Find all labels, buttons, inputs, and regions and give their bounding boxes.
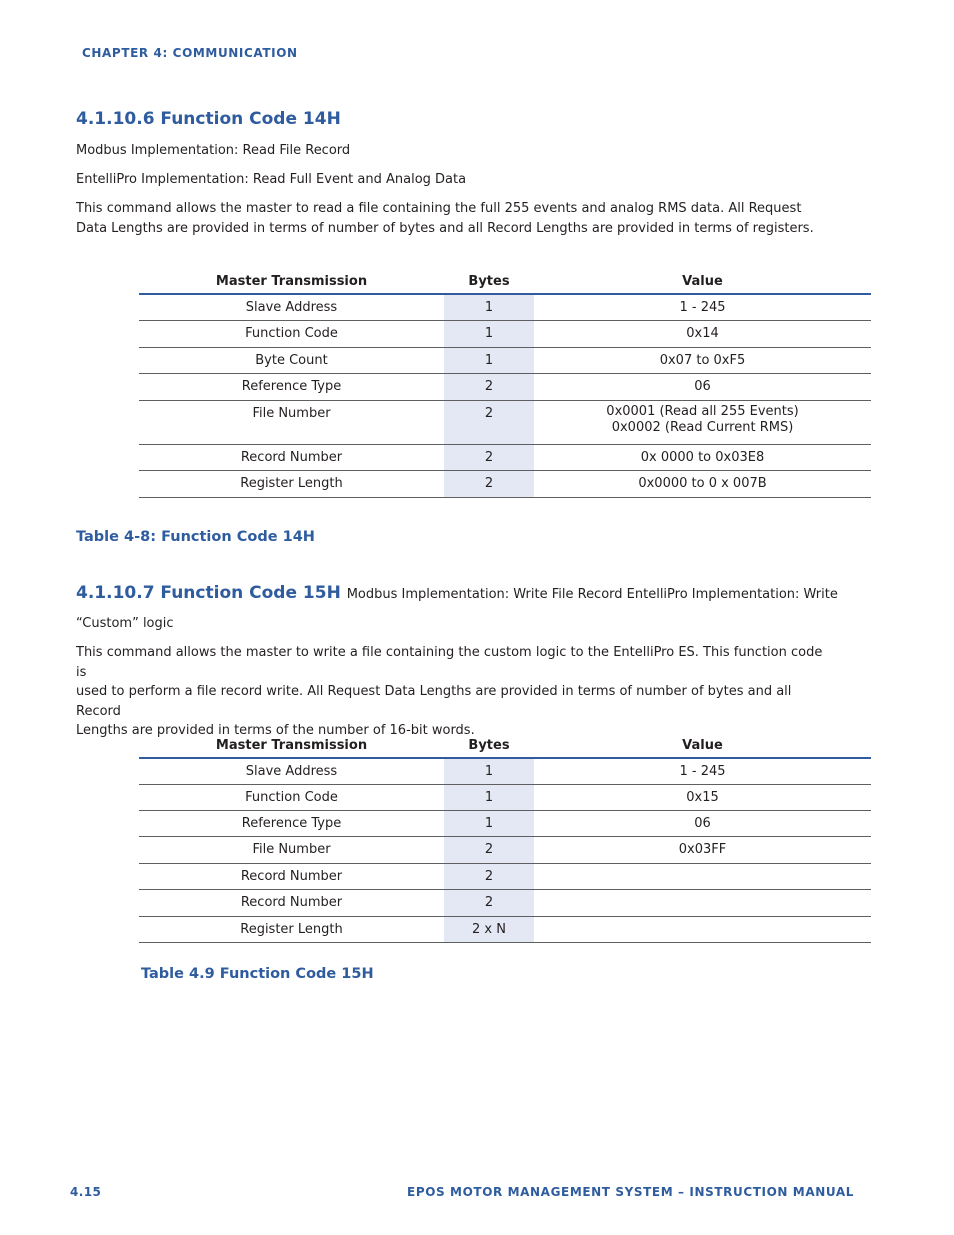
table-row: [139, 810, 871, 836]
cell-bytes: 1: [444, 294, 534, 320]
column-header-value: Value: [534, 733, 871, 758]
cell-value: 1 - 245: [534, 758, 871, 784]
cell-bytes: 1: [444, 810, 534, 836]
section-heading-text: 4.1.10.7 Function Code 15H: [76, 583, 341, 603]
section-heading-14h: 4.1.10.6 Function Code 14H: [76, 109, 341, 129]
cell-bytes: 2: [444, 400, 534, 444]
cell-name: Byte Count: [139, 347, 444, 373]
cell-value: 0x03FF: [534, 836, 871, 863]
table-row: [139, 400, 871, 444]
table-row: [139, 889, 871, 916]
section-description: [76, 199, 836, 238]
table-row: [139, 444, 871, 470]
column-header-master-transmission: Master Transmission: [139, 733, 444, 758]
table-row: [139, 470, 871, 497]
cell-name: Slave Address: [139, 758, 444, 784]
cell-name: Reference Type: [139, 373, 444, 400]
table-row: [139, 758, 871, 784]
value-line: 0x0002 (Read Current RMS): [611, 419, 794, 435]
cell-name: Reference Type: [139, 810, 444, 836]
table-caption-4-8: Table 4-8: Function Code 14H: [76, 529, 315, 545]
column-header-value: Value: [534, 269, 871, 294]
description-line: Lengths are provided in terms of the number of 16-bit words.: [76, 723, 475, 738]
entellipro-implementation-text: EntelliPro Implementation: Read Full Event and Analog Data: [76, 172, 467, 187]
cell-name: Record Number: [139, 889, 444, 916]
section-inline-implementation-text: Modbus Implementation: Write File Record EntelliPro Implementation: Write: [346, 587, 838, 602]
cell-bytes: 1: [444, 758, 534, 784]
cell-value: 0x14: [534, 320, 871, 347]
description-line: This command allows the master to read a file containing the full 255 events and analog RMS data. All Request: [76, 201, 802, 216]
cell-bytes: 2: [444, 836, 534, 863]
table-row: [139, 916, 871, 942]
table-row: [139, 373, 871, 400]
chapter-header: CHAPTER 4: COMMUNICATION: [82, 46, 298, 60]
column-header-bytes: Bytes: [444, 269, 534, 294]
cell-value: 0x0000 to 0 x 007B: [534, 470, 871, 497]
cell-value: [534, 916, 871, 942]
description-line: This command allows the master to write a file containing the custom logic to the EntelliPro ES. This function code is: [76, 645, 823, 680]
cell-name: File Number: [139, 836, 444, 863]
cell-bytes: 2: [444, 444, 534, 470]
description-line: used to perform a file record write. All Request Data Lengths are provided in terms of number of bytes and all Record: [76, 684, 792, 719]
table-row: [139, 863, 871, 889]
cell-bytes: 2: [444, 889, 534, 916]
value-line: 0x0001 (Read all 255 Events): [606, 403, 799, 419]
cell-bytes: 2: [444, 470, 534, 497]
table-row: [139, 294, 871, 320]
function-code-14h-table: [139, 269, 871, 498]
cell-name: Function Code: [139, 784, 444, 810]
cell-bytes: 1: [444, 784, 534, 810]
cell-bytes: 1: [444, 347, 534, 373]
cell-value: 06: [534, 810, 871, 836]
cell-name: File Number: [139, 400, 444, 444]
cell-name: Record Number: [139, 444, 444, 470]
function-code-15h-table: [139, 733, 871, 943]
custom-logic-text: “Custom” logic: [76, 616, 174, 631]
cell-value: 06: [534, 373, 871, 400]
section-heading-15h: [76, 583, 838, 603]
table-header-row: [139, 269, 871, 294]
table-row: [139, 836, 871, 863]
section-description: [76, 643, 836, 741]
cell-bytes: 2: [444, 373, 534, 400]
cell-value: [534, 889, 871, 916]
cell-value: 1 - 245: [534, 294, 871, 320]
table-row: [139, 320, 871, 347]
cell-value: [534, 400, 871, 444]
cell-value: 0x15: [534, 784, 871, 810]
cell-name: Record Number: [139, 863, 444, 889]
cell-bytes: 1: [444, 320, 534, 347]
manual-title: EPOS MOTOR MANAGEMENT SYSTEM – INSTRUCTION MANUAL: [407, 1185, 854, 1199]
table-row: [139, 784, 871, 810]
cell-value: [534, 863, 871, 889]
column-header-master-transmission: Master Transmission: [139, 269, 444, 294]
page-number: 4.15: [70, 1185, 102, 1199]
modbus-implementation-text: Modbus Implementation: Read File Record: [76, 143, 351, 158]
cell-bytes: 2 x N: [444, 916, 534, 942]
cell-name: Register Length: [139, 470, 444, 497]
column-header-bytes: Bytes: [444, 733, 534, 758]
table-caption-4-9: Table 4.9 Function Code 15H: [141, 966, 374, 982]
description-line: Data Lengths are provided in terms of number of bytes and all Record Lengths are provided in terms of registers.: [76, 220, 814, 236]
table-header-row: [139, 733, 871, 758]
table-row: [139, 347, 871, 373]
cell-bytes: 2: [444, 863, 534, 889]
cell-name: Function Code: [139, 320, 444, 347]
cell-name: Slave Address: [139, 294, 444, 320]
cell-value: 0x07 to 0xF5: [534, 347, 871, 373]
cell-name: Register Length: [139, 916, 444, 942]
cell-value: 0x 0000 to 0x03E8: [534, 444, 871, 470]
